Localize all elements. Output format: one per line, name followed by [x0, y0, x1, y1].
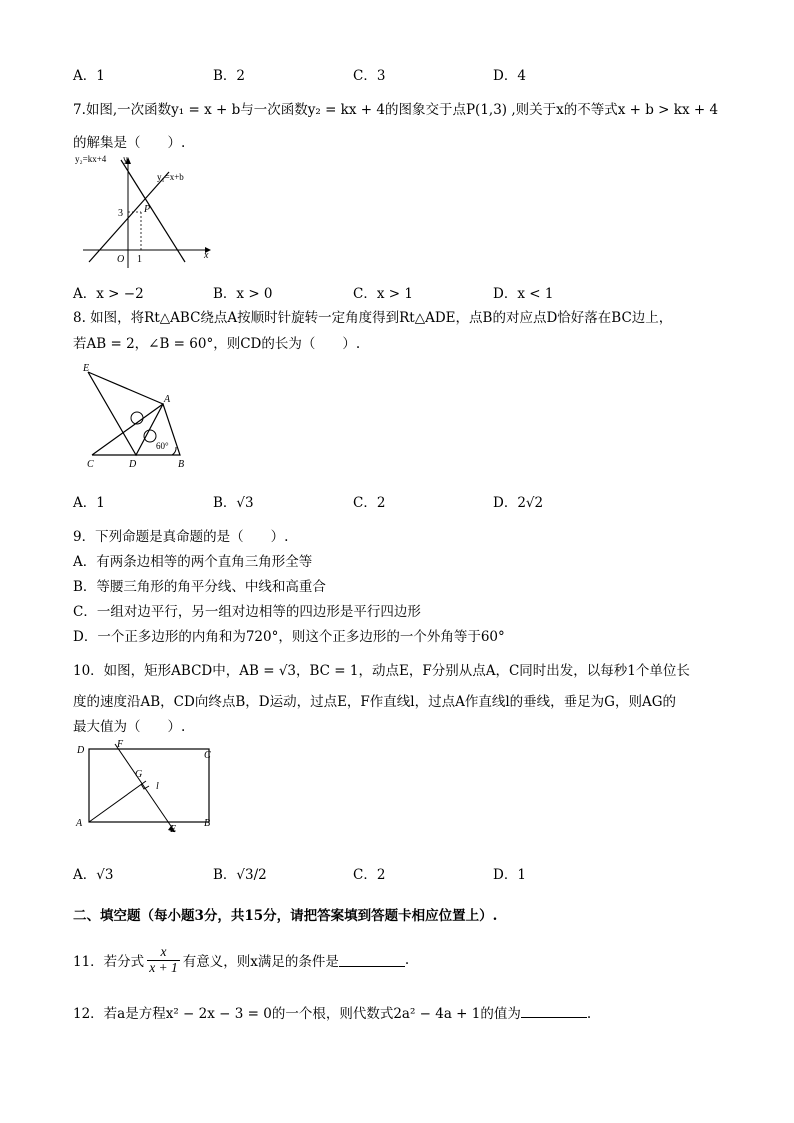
- q8-option-b: B．√3: [213, 495, 254, 511]
- q12-answer-blank[interactable]: [521, 1005, 587, 1018]
- label-d: D: [129, 459, 137, 470]
- q11-suffix: 有意义，则x满足的条件是: [182, 954, 339, 970]
- q6-option-d: D．4: [493, 68, 526, 84]
- q11-fraction: [147, 945, 180, 976]
- label-y: y: [123, 154, 128, 164]
- label-b: B: [204, 818, 211, 829]
- triangle-ade: [88, 372, 163, 455]
- segment-ag: [89, 781, 146, 822]
- q6-option-c: C．3: [353, 68, 386, 84]
- label-o: O: [117, 254, 125, 265]
- q10-option-a: A．√3: [73, 867, 114, 883]
- q7-figure: [73, 152, 218, 272]
- q8-option-d: D．2√2: [493, 495, 544, 511]
- q9-option-c: C．一组对边平行，另一组对边相等的四边形是平行四边形: [73, 604, 421, 620]
- q9-option-a: A．有两条边相等的两个直角三角形全等: [73, 554, 313, 570]
- label-l: l: [156, 781, 159, 792]
- q7-option-b: B．x > 0: [213, 286, 273, 302]
- q6-option-a: A．1: [73, 68, 105, 84]
- q8-figure: [80, 360, 195, 472]
- label-d: D: [77, 745, 85, 756]
- label-x: x: [204, 250, 209, 261]
- q10-option-c: C．2: [353, 867, 386, 883]
- q10-stem-line2: 度的速度沿AB，CD向终点B，D运动，过点E，F作直线l，过点A作直线l的垂线，垂足为G，则AG的: [73, 694, 676, 710]
- q10-option-d: D．1: [493, 867, 526, 883]
- label-c: C: [204, 750, 211, 761]
- label-e: E: [170, 824, 177, 835]
- q11-prefix: 11．若分式: [73, 954, 145, 970]
- section-2-title: 二、填空题（每小题3分，共15分，请把答案填到答题卡相应位置上）.: [73, 908, 498, 924]
- q7-stem-line1: 7.如图,一次函数y₁ = x + b与一次函数y₂ = kx + 4的图象交于点P(1,3) ,则关于x的不等式x + b > kx + 4: [73, 102, 719, 118]
- label-e: E: [83, 363, 90, 374]
- q9-option-d: D．一个正多边形的内角和为720°，则这个正多边形的一个外角等于60°: [73, 629, 505, 645]
- label-a: A: [164, 394, 171, 405]
- q7-option-c: C．x > 1: [353, 286, 413, 302]
- label-60: 60°: [156, 441, 169, 451]
- label-p: P: [144, 204, 151, 215]
- q12: [73, 1002, 591, 1022]
- label-g: G: [135, 769, 143, 780]
- q10-stem-line1: 10．如图，矩形ABCD中，AB = √3，BC = 1，动点E，F分别从点A，C同时出发，以每秒1个单位长: [73, 663, 690, 679]
- q11-frac-num: x: [147, 945, 180, 961]
- angle-b-arc: [172, 447, 176, 455]
- label-y2: y₂=kx+4: [75, 154, 107, 164]
- q7-option-a: A．x > −2: [73, 286, 144, 302]
- label-a: A: [76, 818, 83, 829]
- q10-stem-line3: 最大值为（ ）.: [73, 719, 186, 735]
- q11-answer-blank[interactable]: [339, 954, 405, 967]
- q9-option-b: B．等腰三角形的角平分线、中线和高重合: [73, 579, 326, 595]
- q9-stem: 9．下列命题是真命题的是（ ）.: [73, 529, 289, 545]
- q11-end: .: [404, 952, 410, 968]
- q11: [73, 940, 409, 980]
- label-y1: y₁=x+b: [157, 172, 184, 182]
- q8-stem-line1: 8. 如图，将Rt△ABC绕点A按顺时针旋转一定角度得到Rt△ADE，点B的对应点D恰好落在BC边上，: [73, 310, 673, 326]
- q7-stem-line2: 的解集是（ ）.: [73, 135, 186, 151]
- label-1: 1: [137, 254, 142, 265]
- q8-option-a: A．1: [73, 495, 105, 511]
- q10-option-b: B．√3/2: [213, 867, 267, 883]
- q8-option-c: C．2: [353, 495, 386, 511]
- label-c: C: [87, 459, 94, 470]
- q10-figure: [73, 740, 223, 835]
- q8-stem-line2: 若AB = 2，∠B = 60°，则CD的长为（ ）.: [73, 336, 361, 352]
- q12-end: .: [586, 1006, 592, 1022]
- rectangle-abcd: [89, 749, 209, 822]
- q6-option-b: B．2: [213, 68, 246, 84]
- q7-option-d: D．x < 1: [493, 286, 554, 302]
- label-b: B: [178, 459, 185, 470]
- label-f: F: [117, 740, 124, 750]
- q11-frac-den: x + 1: [149, 959, 178, 975]
- label-3: 3: [118, 208, 123, 219]
- q12-text: 12．若a是方程x² − 2x − 3 = 0的一个根，则代数式2a² − 4a + 1的值为: [73, 1006, 521, 1022]
